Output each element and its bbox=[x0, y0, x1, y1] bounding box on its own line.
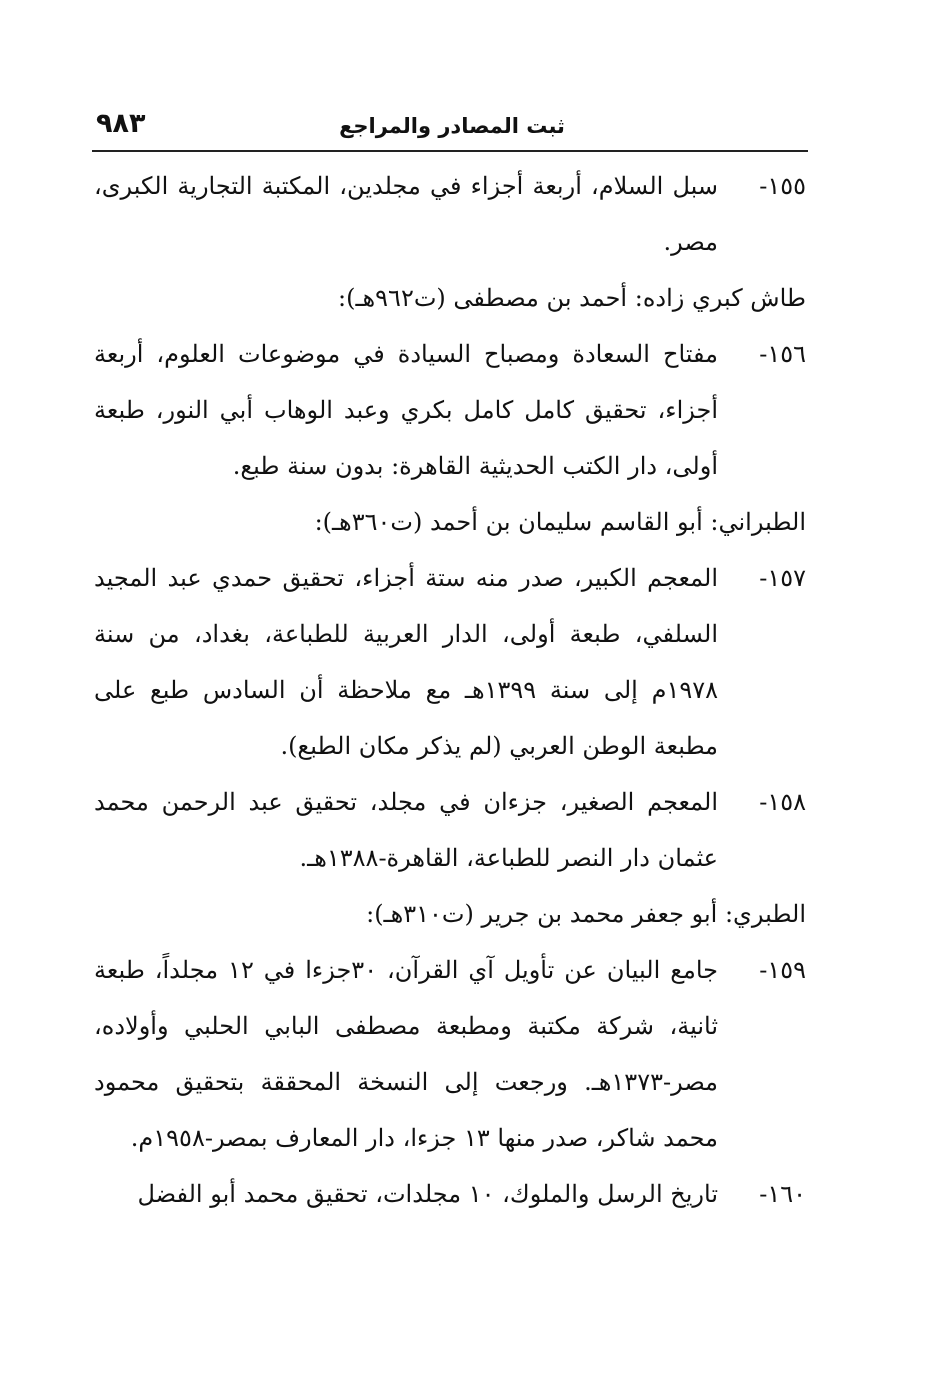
page-header bbox=[96, 108, 808, 148]
entry-number: ١٦٠- bbox=[759, 1180, 806, 1208]
author-heading: الطبري: أبو جعفر محمد بن جرير (ت٣١٠هـ): bbox=[366, 900, 806, 928]
bibliography-entry bbox=[94, 774, 806, 886]
bibliography-content bbox=[94, 158, 806, 1222]
entry-text: مفتاح السعادة ومصباح السيادة في موضوعات العلوم، أربعة أجزاء، تحقيق كامل كامل بكري وعبد الوهاب أبي النور، طبعة أولى، دار الكتب الحديثية القاهرة: بدون سنة طبع. bbox=[94, 340, 718, 480]
bibliography-entry bbox=[94, 942, 806, 1166]
page-number: ٩٨٣ bbox=[96, 108, 146, 139]
running-title: ثبت المصادر والمراجع bbox=[339, 114, 565, 138]
bibliography-entry bbox=[94, 326, 806, 494]
entry-text: المعجم الصغير، جزءان في مجلد، تحقيق عبد الرحمن محمد عثمان دار النصر للطباعة، القاهرة-١٣٨٨هـ. bbox=[94, 788, 718, 872]
header-rule bbox=[92, 150, 808, 152]
entry-number: ١٥٥- bbox=[759, 172, 806, 200]
entry-text: سبل السلام، أربعة أجزاء في مجلدين، المكتبة التجارية الكبرى، مصر. bbox=[94, 172, 718, 256]
entry-number: ١٥٧- bbox=[759, 564, 806, 592]
author-heading: طاش كبري زاده: أحمد بن مصطفى (ت٩٦٢هـ): bbox=[338, 284, 806, 312]
entry-number: ١٥٨- bbox=[759, 788, 806, 816]
bibliography-entry bbox=[94, 1166, 806, 1222]
bibliography-entry bbox=[94, 550, 806, 774]
entry-number: ١٥٩- bbox=[759, 956, 806, 984]
author-heading: الطبراني: أبو القاسم سليمان بن أحمد (ت٣٦٠هـ): bbox=[314, 508, 806, 536]
entry-text: تاريخ الرسل والملوك، ١٠ مجلدات، تحقيق محمد أبو الفضل bbox=[137, 1180, 718, 1208]
bibliography-entry bbox=[94, 158, 806, 270]
entry-number: ١٥٦- bbox=[759, 340, 806, 368]
entry-text: المعجم الكبير، صدر منه ستة أجزاء، تحقيق حمدي عبد المجيد السلفي، طبعة أولى، الدار العربية للطباعة، بغداد، من سنة ١٩٧٨م إلى سنة ١٣٩٩هـ مع ملاحظة أن السادس طبع على مطبعة الوطن العربي (لم يذكر مكان الطبع). bbox=[94, 564, 718, 760]
entry-text: جامع البيان عن تأويل آي القرآن، ٣٠جزءا في ١٢ مجلداً، طبعة ثانية، شركة مكتبة ومطبعة مصطفى البابي الحلبي وأولاده، مصر-١٣٧٣هـ. ورجعت إلى النسخة المحققة بتحقيق محمود محمد شاكر، صدر منها ١٣ جزءا، دار المعارف بمصر-١٩٥٨م. bbox=[94, 956, 718, 1152]
